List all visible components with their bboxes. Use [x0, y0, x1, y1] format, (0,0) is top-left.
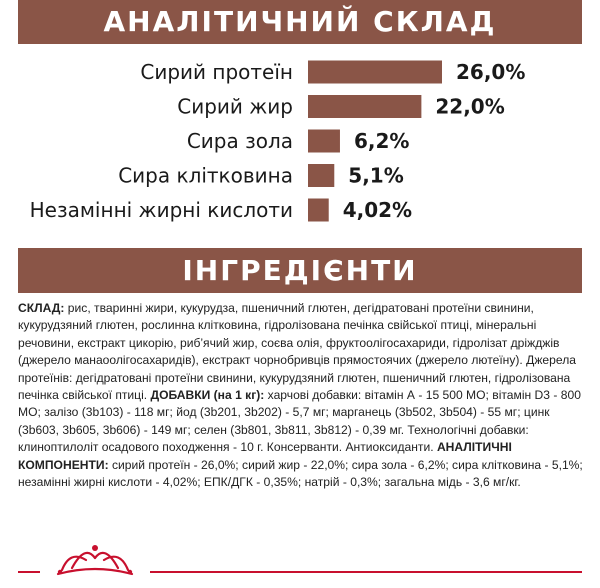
bar	[308, 199, 329, 222]
analytical-composition-header: АНАЛІТИЧНИЙ СКЛАД	[18, 0, 582, 44]
bar	[308, 164, 334, 187]
analytical-components-label: АНАЛІТИЧНІ КОМПОНЕНТИ:	[18, 440, 512, 472]
additives-text: харчові добавки: вітамін А - 15 500 МО; вітамін D3 - 800 МО; залізо (3b103) - 118 мг; йод (3b201, 3b202) - 5,7 мг; марганець (3b502, 3b504) - 55 мг; цинк (3b603, 3b605, 3b606) - 149 мг; селен (3b801, 3b811, 3b812) - 0,39 мг. Технологічні добавки: клиноптилоліт осадового походження - 10 г. Консерванти. Антиоксиданти.	[18, 388, 581, 455]
bar	[308, 95, 421, 118]
value-label: 5,1%	[348, 163, 404, 188]
composition-text: рис, тваринні жири, кукурудза, пшеничний глютен, дегідратовані протеїни свинини, кукурудзяний глютен, рослинна клітковина, гідролізована печінка свійської птиці, мінеральні речовини, екстракт цикорію, риб’ячий жир, соєва олія, фруктоолігосахариди, гідролізат дріжджів (джерело манаоолігосахаридів), екстракт чорнобривців прямостоячих (джерело лютеїну). Джерела протеїнів: дегідратовані протеїни свинини, кукурудзяний глютен, пшеничний глютен, гідролізована печінка свійської птиці.	[18, 301, 576, 403]
value-label: 4,02%	[342, 198, 413, 222]
analytical-components-text: сирий протеїн - 26,0%; сирий жир - 22,0%; сира зола - 6,2%; сира клітковина - 5,1%; незамінні жирні кислоти - 4,02%; ЕПК/ДГК - 0,35%; натрій - 0,3%; загальна мідь - 3,6 мг/кг.	[18, 457, 583, 490]
ingredients-header: ІНГРЕДІЄНТИ	[18, 248, 582, 293]
bar	[308, 61, 442, 84]
brand-logo	[40, 540, 150, 583]
category-label: Сирий жир	[177, 94, 293, 119]
value-label: 22,0%	[435, 94, 505, 119]
crown-icon	[40, 540, 150, 583]
bar	[308, 130, 340, 153]
ingredients-text	[18, 300, 584, 491]
additives-label: ДОБАВКИ (на 1 кг):	[150, 388, 265, 403]
category-label: Незамінні жирні кислоти	[29, 198, 293, 222]
category-label: Сирий протеїн	[140, 60, 293, 84]
value-label: 6,2%	[353, 129, 410, 153]
value-label: 26,0%	[456, 60, 526, 84]
analytical-bar-chart	[0, 52, 600, 242]
category-label: Сира клітковина	[118, 163, 293, 188]
category-label: Сира зола	[186, 129, 293, 153]
composition-label: СКЛАД:	[18, 301, 65, 315]
